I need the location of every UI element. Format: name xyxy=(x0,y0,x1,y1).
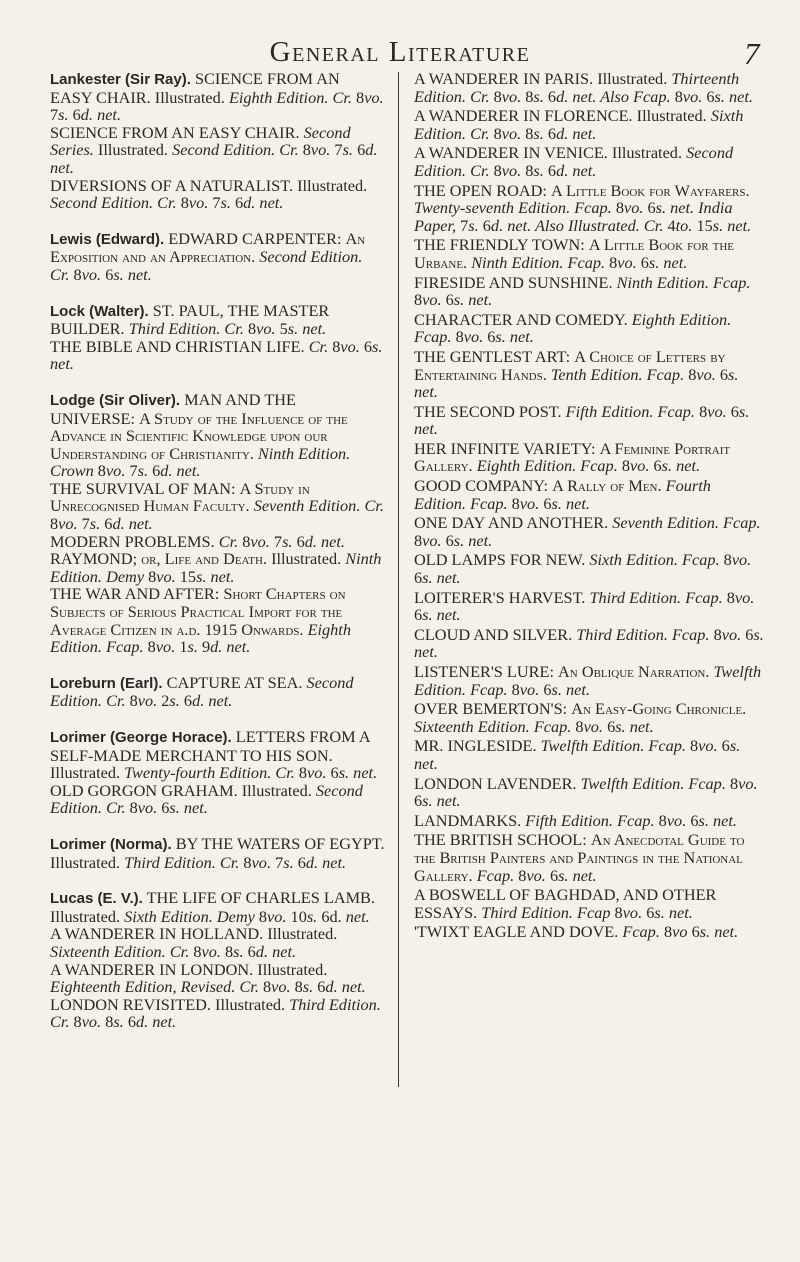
book-entry: SCIENCE FROM AN EASY CHAIR. Illustrated. Eighth Edition. Cr. 8vo. 7s. 6d. net. xyxy=(50,69,384,125)
author-name: Lorimer (George Horace). xyxy=(50,729,232,746)
author-name: Lorimer (Norma). xyxy=(50,835,172,853)
running-title: General Literature xyxy=(269,36,531,68)
author-block: Lodge (Sir Oliver). MAN AND THE UNIVERSE: A Study of the Influence of the Advance in Scientific Knowledge upon our Understanding of Christianity. Ninth Edition. Crown 8vo. 7s. 6d. net. xyxy=(50,389,351,481)
author-block xyxy=(50,70,385,124)
author-name: Lankester (Sir Ray). xyxy=(50,71,191,88)
book-entry: 'TWIXT EAGLE AND DOVE. Fcap. 8vo 6s. net. xyxy=(414,922,739,942)
author-block: Lock (Walter). ST. PAUL, THE MASTER BUILDER. Third Edition. Cr. 8vo. 5s. net. xyxy=(50,300,330,339)
book-entry: THE WAR AND AFTER: Short Chapters on Subjects of Serious Practical Import for the Average Citizen in a.d. 1915 Onwards. Eighth Edition. Fcap. 8vo. 1s. 9d. net. xyxy=(50,584,351,657)
book-entry: LISTENER'S LURE: An Oblique Narration. Twelfth Edition. Fcap. 8vo. 6s. net. xyxy=(414,662,762,699)
book-entry: MR. INGLESIDE. Twelfth Edition. Fcap. 8vo. 6s. net. xyxy=(414,736,741,773)
book-entry: CHARACTER AND COMEDY. Eighth Edition. Fcap. 8vo. 6s. net. xyxy=(414,309,732,347)
author-name: Lock (Walter). xyxy=(50,302,149,320)
author-block: Lorimer (George Horace). LETTERS FROM A SELF-MADE MERCHANT TO HIS SON. Illustrated. Twenty-fourth Edition. Cr. 8vo. 6s. net. xyxy=(50,727,378,783)
book-entry: LONDON LAVENDER. Twelfth Edition. Fcap. 8vo. 6s. net. xyxy=(414,773,758,811)
book-entry: ONE DAY AND ANOTHER. Seventh Edition. Fcap. 8vo. 6s. net. xyxy=(414,513,761,550)
page-number: 7 xyxy=(744,36,760,71)
book-entry: DIVERSIONS OF A NATURALIST. Illustrated. Second Edition. Cr. 8vo. 7s. 6d. net. xyxy=(50,175,368,213)
column-divider xyxy=(398,72,399,1087)
author-block: Loreburn (Earl). CAPTURE AT SEA. Second Edition. Cr. 8vo. 2s. 6d. net. xyxy=(50,672,354,711)
book-entry: A BOSWELL OF BAGHDAD, AND OTHER ESSAYS. Third Edition. Fcap 8vo. 6s. net. xyxy=(414,885,717,922)
book-entry: A WANDERER IN VENICE. Illustrated. Second Edition. Cr. 8vo. 8s. 6d. net. xyxy=(414,143,734,180)
book-entry: LOITERER'S HARVEST. Third Edition. Fcap. 8vo. 6s. net. xyxy=(414,587,755,625)
book-entry: OVER BEMERTON'S: An Easy-Going Chronicle. Sixteenth Edition. Fcap. 8vo. 6s. net. xyxy=(414,699,747,736)
book-entry: THE FRIENDLY TOWN: A Little Book for the Urbane. Ninth Edition. Fcap. 8vo. 6s. net. xyxy=(414,235,734,272)
author-block: Lucas (E. V.). THE LIFE OF CHARLES LAMB. Illustrated. Sixth Edition. Demy 8vo. 10s. 6d. net. xyxy=(50,888,375,926)
author-name: Lodge (Sir Oliver). xyxy=(50,391,181,409)
book-entry: THE BRITISH SCHOOL: An Anecdotal Guide to the British Painters and Paintings in the National Gallery. Fcap. 8vo. 6s. net. xyxy=(414,830,745,885)
right-column xyxy=(414,70,764,941)
book-entry: GOOD COMPANY: A Rally of Men. Fourth Edition. Fcap. 8vo. 6s. net. xyxy=(414,476,711,513)
book-entry: THE BIBLE AND CHRISTIAN LIFE. Cr. 8vo. 6s. net. xyxy=(50,336,383,374)
book-entry: A WANDERER IN PARIS. Illustrated. Thirteenth Edition. Cr. 8vo. 8s. 6d. net. Also Fcap. 8vo. 6s. net. xyxy=(414,69,753,106)
book-entry: THE OPEN ROAD: A Little Book for Wayfarers. Twenty-seventh Edition. Fcap. 8vo. 6s. net. India Paper, 7s. 6d. net. Also Illustrated. Cr. 4to. 15s. net. xyxy=(414,180,752,235)
author-name: Loreburn (Earl). xyxy=(50,674,163,692)
book-entry: THE GENTLEST ART: A Choice of Letters by Entertaining Hands. Tenth Edition. Fcap. 8vo. 6s. net. xyxy=(414,346,739,402)
book-entry: MODERN PROBLEMS. Cr. 8vo. 7s. 6d. net. xyxy=(50,531,345,551)
book-entry: A WANDERER IN HOLLAND. Illustrated. Sixteenth Edition. Cr. 8vo. 8s. 6d. net. xyxy=(50,924,338,961)
book-entry: FIRESIDE AND SUNSHINE. Ninth Edition. Fcap. 8vo. 6s. net. xyxy=(414,272,751,310)
book-entry: CLOUD AND SILVER. Third Edition. Fcap. 8vo. 6s. net. xyxy=(414,624,764,662)
book-entry: OLD LAMPS FOR NEW. Sixth Edition. Fcap. 8vo. 6s. net. xyxy=(414,550,752,588)
book-entry: HER INFINITE VARIETY: A Feminine Portrait Gallery. Eighth Edition. Fcap. 8vo. 6s. net. xyxy=(414,438,731,476)
author-name: Lucas (E. V.). xyxy=(50,890,143,908)
book-entry: OLD GORGON GRAHAM. Illustrated. Second Edition. Cr. 8vo. 6s. net. xyxy=(50,780,363,818)
book-entry: SCIENCE FROM AN EASY CHAIR. Second Series. Illustrated. Second Edition. Cr. 8vo. 7s. 6d. net. xyxy=(50,122,378,177)
book-entry: A WANDERER IN FLORENCE. Illustrated. Sixth Edition. Cr. 8vo. 8s. 6d. net. xyxy=(414,106,744,143)
book-entry: RAYMOND; or, Life and Death. Illustrated. Ninth Edition. Demy 8vo. 15s. net. xyxy=(50,549,382,586)
author-name: Lewis (Edward). xyxy=(50,230,165,248)
book-entry: THE SURVIVAL OF MAN: A Study in Unrecognised Human Faculty. Seventh Edition. Cr. 8vo. 7s. 6d. net. xyxy=(50,478,384,534)
book-entry: THE SECOND POST. Fifth Edition. Fcap. 8vo. 6s. net. xyxy=(414,401,750,439)
left-column xyxy=(50,70,385,1031)
book-entry: LANDMARKS. Fifth Edition. Fcap. 8vo. 6s. net. xyxy=(414,810,737,830)
book-entry: LONDON REVISITED. Illustrated. Third Edition. Cr. 8vo. 8s. 6d. net. xyxy=(50,994,381,1032)
author-block: Lorimer (Norma). BY THE WATERS OF EGYPT. Illustrated. Third Edition. Cr. 8vo. 7s. 6d. net. xyxy=(50,833,385,872)
book-entry: A WANDERER IN LONDON. Illustrated. Eighteenth Edition, Revised. Cr. 8vo. 8s. 6d. net. xyxy=(50,959,366,997)
author-block: Lewis (Edward). EDWARD CARPENTER: An Exposition and an Appreciation. Second Edition. Cr. 8vo. 6s. net. xyxy=(50,228,366,284)
